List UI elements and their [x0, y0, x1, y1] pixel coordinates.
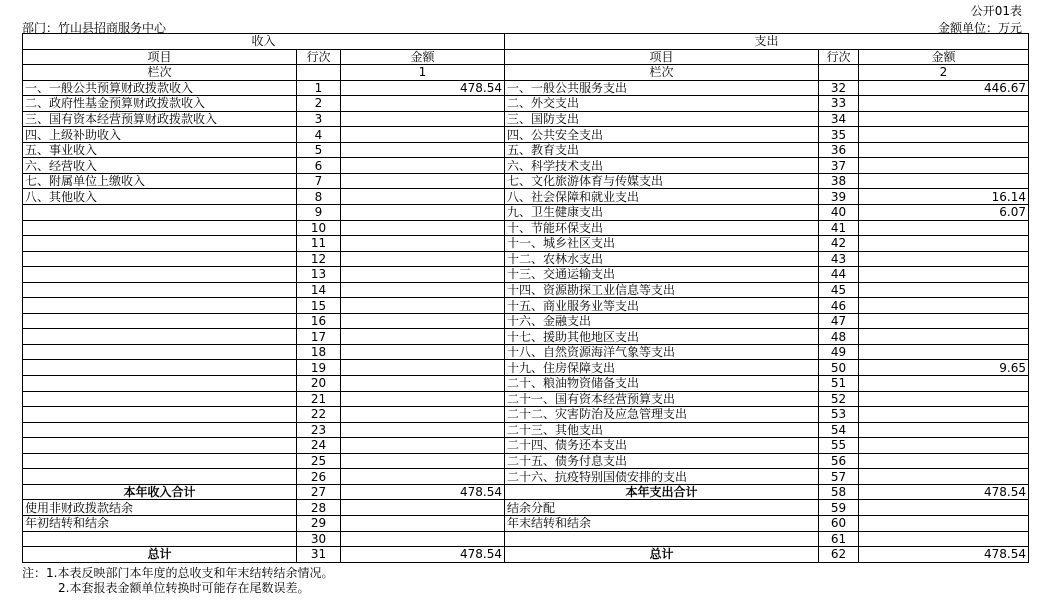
income-item-cell: 总计 [23, 547, 297, 563]
income-rowno-cell: 9 [297, 205, 341, 221]
expense-item-cell: 六、科学技术支出 [505, 158, 819, 174]
expense-rowno-cell: 59 [819, 500, 859, 516]
expense-amount-cell [859, 515, 1029, 531]
expense-amount-cell [859, 469, 1029, 485]
income-amount-cell [341, 329, 505, 345]
income-rowno-cell: 19 [297, 360, 341, 376]
budget-table [22, 33, 1029, 563]
table-row [23, 158, 1029, 174]
income-amount-cell: 478.54 [341, 80, 505, 96]
expense-item-cell: 二十四、债务还本支出 [505, 438, 819, 454]
income-item-cell: 四、上级补助收入 [23, 127, 297, 143]
income-rowno-cell: 15 [297, 298, 341, 314]
expense-column-label: 栏次 [505, 65, 819, 81]
income-rowno-cell: 22 [297, 407, 341, 423]
expense-amount-cell [859, 422, 1029, 438]
income-item-cell [23, 453, 297, 469]
table-row [23, 205, 1029, 221]
expense-item-cell: 十三、交通运输支出 [505, 267, 819, 283]
income-item-cell: 三、国有资本经营预算财政拨款收入 [23, 111, 297, 127]
expense-item-cell: 十九、住房保障支出 [505, 360, 819, 376]
expense-amount-cell [859, 407, 1029, 423]
income-item-cell [23, 220, 297, 236]
income-item-cell: 二、政府性基金预算财政拨款收入 [23, 96, 297, 112]
income-column-label: 栏次 [23, 65, 297, 81]
income-rowno-cell: 24 [297, 438, 341, 454]
expense-amount-cell [859, 267, 1029, 283]
expense-amount-cell [859, 376, 1029, 392]
income-item-cell [23, 407, 297, 423]
income-item-cell: 八、其他收入 [23, 189, 297, 205]
table-row [23, 344, 1029, 360]
income-amount-cell [341, 251, 505, 267]
expense-rowno-cell: 49 [819, 344, 859, 360]
income-amount-cell [341, 344, 505, 360]
expense-amount-cell [859, 111, 1029, 127]
income-item-cell: 六、经营收入 [23, 158, 297, 174]
income-rowno-cell: 16 [297, 313, 341, 329]
income-rowno-cell: 2 [297, 96, 341, 112]
expense-rowno-cell: 48 [819, 329, 859, 345]
expense-amount-cell [859, 282, 1029, 298]
expense-item-cell: 十一、城乡社区支出 [505, 236, 819, 252]
table-row [23, 500, 1029, 516]
expense-item-cell: 十、节能环保支出 [505, 220, 819, 236]
income-amount-cell [341, 360, 505, 376]
income-item-cell [23, 282, 297, 298]
income-amount-header: 金额 [341, 49, 505, 65]
expense-item-cell: 结余分配 [505, 500, 819, 516]
total-row [23, 547, 1029, 563]
expense-rowno-cell: 56 [819, 453, 859, 469]
income-item-cell [23, 251, 297, 267]
expense-item-cell: 二十一、国有资本经营预算支出 [505, 391, 819, 407]
income-item-cell: 七、附属单位上缴收入 [23, 173, 297, 189]
table-row [23, 469, 1029, 485]
income-item-header: 项目 [23, 49, 297, 65]
income-rowno-cell: 28 [297, 500, 341, 516]
expense-item-cell: 八、社会保障和就业支出 [505, 189, 819, 205]
income-rowno-cell: 21 [297, 391, 341, 407]
income-amount-cell [341, 500, 505, 516]
expense-rowno-cell: 51 [819, 376, 859, 392]
income-rowno-cell: 11 [297, 236, 341, 252]
expense-rowno-cell: 43 [819, 251, 859, 267]
income-amount-cell [341, 313, 505, 329]
expense-amount-cell [859, 96, 1029, 112]
income-amount-cell [341, 298, 505, 314]
expense-rowno-cell: 57 [819, 469, 859, 485]
expense-amount-cell [859, 142, 1029, 158]
expense-rowno-cell: 54 [819, 422, 859, 438]
expense-item-cell: 二十二、灾害防治及应急管理支出 [505, 407, 819, 423]
table-row [23, 127, 1029, 143]
income-item-cell: 使用非财政拨款结余 [23, 500, 297, 516]
income-amount-cell [341, 453, 505, 469]
income-amount-cell [341, 220, 505, 236]
table-row [23, 453, 1029, 469]
income-rowno-cell: 30 [297, 531, 341, 547]
income-amount-cell [341, 236, 505, 252]
expense-item-cell: 总计 [505, 547, 819, 563]
expense-rowno-cell: 34 [819, 111, 859, 127]
expense-amount-cell [859, 391, 1029, 407]
income-col-number: 1 [341, 65, 505, 81]
expense-amount-cell [859, 236, 1029, 252]
table-row [23, 515, 1029, 531]
unit-label: 金额单位：万元 [937, 21, 1022, 35]
expense-rowno-cell: 62 [819, 547, 859, 563]
expense-item-cell: 十五、商业服务业等支出 [505, 298, 819, 314]
income-colno-blank [297, 65, 341, 81]
table-row [23, 111, 1029, 127]
expense-rowno-cell: 32 [819, 80, 859, 96]
table-row [23, 531, 1029, 547]
subtotal-row [23, 484, 1029, 500]
expense-amount-cell [859, 173, 1029, 189]
expense-item-cell: 十二、农林水支出 [505, 251, 819, 267]
income-amount-cell [341, 158, 505, 174]
expense-rowno-cell: 55 [819, 438, 859, 454]
expense-rowno-cell: 53 [819, 407, 859, 423]
expense-rowno-cell: 61 [819, 531, 859, 547]
expense-item-cell: 七、文化旅游体育与传媒支出 [505, 173, 819, 189]
expense-amount-cell: 9.65 [859, 360, 1029, 376]
header-columns-row [23, 49, 1029, 65]
income-amount-cell: 478.54 [341, 484, 505, 500]
expense-amount-cell [859, 500, 1029, 516]
income-amount-cell [341, 142, 505, 158]
expense-amount-cell: 6.07 [859, 205, 1029, 221]
expense-rowno-cell: 60 [819, 515, 859, 531]
expense-rowno-cell: 42 [819, 236, 859, 252]
income-rowno-cell: 14 [297, 282, 341, 298]
income-rowno-cell: 7 [297, 173, 341, 189]
income-amount-cell [341, 173, 505, 189]
expense-amount-cell [859, 251, 1029, 267]
income-amount-cell: 478.54 [341, 547, 505, 563]
expense-rowno-cell: 35 [819, 127, 859, 143]
expense-item-cell: 三、国防支出 [505, 111, 819, 127]
income-amount-cell [341, 438, 505, 454]
expense-rowno-cell: 45 [819, 282, 859, 298]
income-item-cell: 一、一般公共预算财政拨款收入 [23, 80, 297, 96]
income-item-cell [23, 329, 297, 345]
income-item-cell: 五、事业收入 [23, 142, 297, 158]
table-row [23, 236, 1029, 252]
expense-amount-cell [859, 220, 1029, 236]
table-row [23, 422, 1029, 438]
expense-rowno-cell: 52 [819, 391, 859, 407]
expense-amount-cell [859, 329, 1029, 345]
income-rowno-cell: 25 [297, 453, 341, 469]
income-rowno-cell: 26 [297, 469, 341, 485]
income-rowno-cell: 29 [297, 515, 341, 531]
income-item-cell [23, 469, 297, 485]
income-item-cell: 本年收入合计 [23, 484, 297, 500]
income-amount-cell [341, 111, 505, 127]
income-amount-cell [341, 515, 505, 531]
income-amount-cell [341, 391, 505, 407]
note-1: 注：1.本表反映部门本年度的总收支和年末结转结余情况。 [22, 566, 334, 580]
expense-rowno-cell: 33 [819, 96, 859, 112]
expense-item-cell: 一、一般公共服务支出 [505, 80, 819, 96]
expense-item-cell: 二、外交支出 [505, 96, 819, 112]
expense-item-cell: 年末结转和结余 [505, 515, 819, 531]
expense-rowno-cell: 40 [819, 205, 859, 221]
income-amount-cell [341, 531, 505, 547]
expense-amount-cell [859, 313, 1029, 329]
income-rowno-cell: 20 [297, 376, 341, 392]
income-item-cell [23, 267, 297, 283]
table-row [23, 142, 1029, 158]
note-2: 2.本套报表金额单位转换时可能存在尾数误差。 [58, 581, 310, 595]
income-amount-cell [341, 422, 505, 438]
table-row [23, 96, 1029, 112]
income-rowno-cell: 3 [297, 111, 341, 127]
income-rowno-cell: 18 [297, 344, 341, 360]
expense-item-cell: 本年支出合计 [505, 484, 819, 500]
expense-rowno-cell: 41 [819, 220, 859, 236]
income-amount-cell [341, 469, 505, 485]
table-row [23, 267, 1029, 283]
income-item-cell [23, 391, 297, 407]
income-amount-cell [341, 407, 505, 423]
expense-amount-cell: 478.54 [859, 547, 1029, 563]
expense-amount-cell [859, 438, 1029, 454]
income-item-cell [23, 531, 297, 547]
income-rowno-cell: 12 [297, 251, 341, 267]
expense-header: 支出 [505, 34, 1029, 50]
expense-rowno-cell: 37 [819, 158, 859, 174]
expense-rowno-cell: 44 [819, 267, 859, 283]
expense-amount-cell [859, 127, 1029, 143]
income-amount-cell [341, 189, 505, 205]
income-item-cell [23, 205, 297, 221]
expense-item-cell: 十七、援助其他地区支出 [505, 329, 819, 345]
income-rowno-cell: 4 [297, 127, 341, 143]
table-row [23, 407, 1029, 423]
table-row [23, 360, 1029, 376]
income-rowno-cell: 1 [297, 80, 341, 96]
expense-rowno-cell: 38 [819, 173, 859, 189]
income-rowno-cell: 13 [297, 267, 341, 283]
expense-amount-cell: 446.67 [859, 80, 1029, 96]
income-rowno-cell: 31 [297, 547, 341, 563]
expense-rowno-cell: 46 [819, 298, 859, 314]
header-section-row [23, 34, 1029, 50]
expense-amount-cell [859, 158, 1029, 174]
expense-item-cell: 九、卫生健康支出 [505, 205, 819, 221]
expense-amount-cell [859, 453, 1029, 469]
table-row [23, 376, 1029, 392]
expense-item-cell: 五、教育支出 [505, 142, 819, 158]
income-item-cell: 年初结转和结余 [23, 515, 297, 531]
income-amount-cell [341, 282, 505, 298]
expense-amount-cell [859, 344, 1029, 360]
income-rowno-header: 行次 [297, 49, 341, 65]
expense-rowno-cell: 50 [819, 360, 859, 376]
expense-item-cell: 十四、资源勘探工业信息等支出 [505, 282, 819, 298]
table-row [23, 298, 1029, 314]
expense-colno-blank [819, 65, 859, 81]
income-amount-cell [341, 205, 505, 221]
income-rowno-cell: 17 [297, 329, 341, 345]
income-amount-cell [341, 267, 505, 283]
expense-rowno-cell: 39 [819, 189, 859, 205]
expense-item-cell: 四、公共安全支出 [505, 127, 819, 143]
expense-rowno-header: 行次 [819, 49, 859, 65]
table-row [23, 282, 1029, 298]
income-item-cell [23, 422, 297, 438]
income-rowno-cell: 5 [297, 142, 341, 158]
expense-item-cell: 二十三、其他支出 [505, 422, 819, 438]
expense-rowno-cell: 58 [819, 484, 859, 500]
expense-item-cell: 十八、自然资源海洋气象等支出 [505, 344, 819, 360]
table-row [23, 313, 1029, 329]
header-colno-row [23, 65, 1029, 81]
income-rowno-cell: 6 [297, 158, 341, 174]
income-amount-cell [341, 96, 505, 112]
table-row [23, 251, 1029, 267]
expense-amount-header: 金额 [859, 49, 1029, 65]
department-label: 部门：竹山县招商服务中心 [22, 21, 167, 35]
expense-amount-cell [859, 531, 1029, 547]
table-row [23, 80, 1029, 96]
expense-item-cell: 二十六、抗疫特别国债安排的支出 [505, 469, 819, 485]
expense-rowno-cell: 36 [819, 142, 859, 158]
income-rowno-cell: 23 [297, 422, 341, 438]
income-item-cell [23, 376, 297, 392]
income-rowno-cell: 10 [297, 220, 341, 236]
income-item-cell [23, 298, 297, 314]
expense-rowno-cell: 47 [819, 313, 859, 329]
income-item-cell [23, 438, 297, 454]
table-row [23, 391, 1029, 407]
income-item-cell [23, 236, 297, 252]
table-row [23, 329, 1029, 345]
expense-amount-cell [859, 298, 1029, 314]
income-rowno-cell: 8 [297, 189, 341, 205]
income-amount-cell [341, 127, 505, 143]
table-row [23, 438, 1029, 454]
expense-item-cell [505, 531, 819, 547]
income-item-cell [23, 344, 297, 360]
table-row [23, 189, 1029, 205]
expense-col-number: 2 [859, 65, 1029, 81]
expense-item-header: 项目 [505, 49, 819, 65]
income-amount-cell [341, 376, 505, 392]
expense-item-cell: 十六、金融支出 [505, 313, 819, 329]
expense-item-cell: 二十五、债务付息支出 [505, 453, 819, 469]
income-item-cell [23, 313, 297, 329]
expense-amount-cell: 478.54 [859, 484, 1029, 500]
income-header: 收入 [23, 34, 505, 50]
form-code: 公开01表 [970, 4, 1022, 18]
income-rowno-cell: 27 [297, 484, 341, 500]
table-row [23, 220, 1029, 236]
table-row [23, 173, 1029, 189]
income-item-cell [23, 360, 297, 376]
expense-amount-cell: 16.14 [859, 189, 1029, 205]
expense-item-cell: 二十、粮油物资储备支出 [505, 376, 819, 392]
